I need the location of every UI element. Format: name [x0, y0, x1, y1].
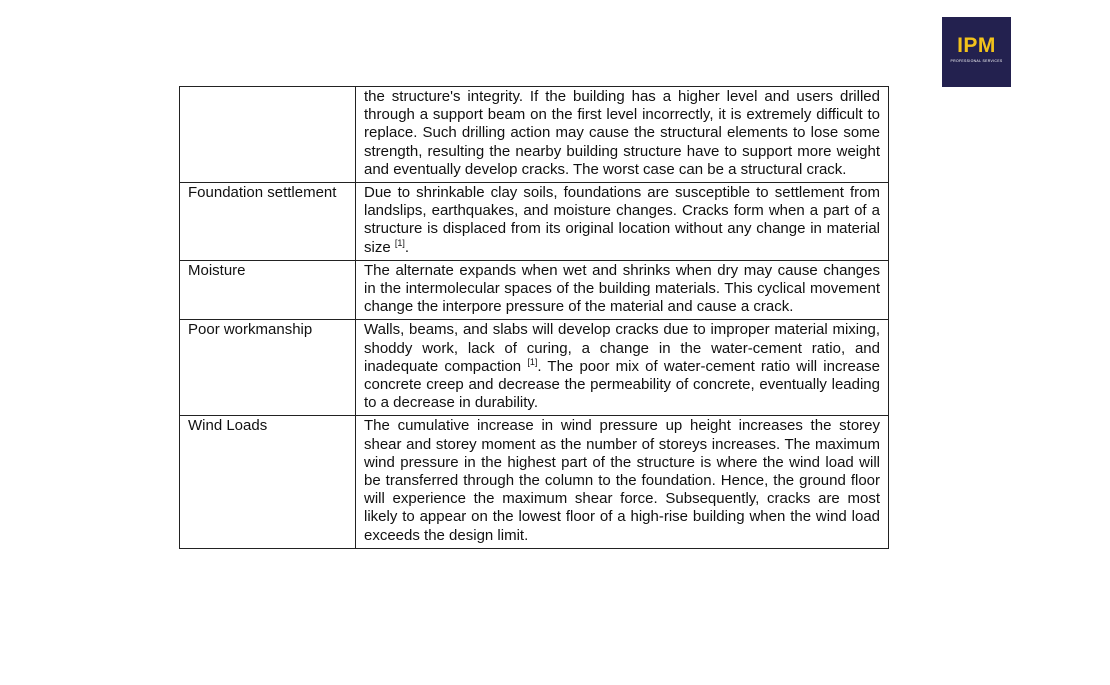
description-text: Walls, beams, and slabs will develop cracks due to improper material mixing, shoddy work, lack of curing, a change in the water-cement ratio, and inadequate compaction: [364, 321, 880, 375]
table-row: [180, 183, 889, 261]
company-logo: [942, 17, 1011, 87]
table-row: [180, 260, 889, 320]
description-text: The alternate expands when wet and shrinks when dry may cause changes in the intermolecular spaces of the building materials. This cyclical movement change the interpore pressure of the material and cause a crack.: [364, 261, 880, 316]
description-cell: [356, 320, 889, 416]
logo-subtitle: PROFESSIONAL SERVICES: [950, 59, 1003, 63]
table-row: [180, 416, 889, 548]
factor-cell: [180, 87, 356, 183]
description-text: .: [404, 238, 410, 256]
description-cell: [356, 416, 889, 548]
table-row: [180, 87, 889, 183]
description-cell: [356, 183, 889, 261]
factor-cell: Poor workmanship: [180, 320, 356, 416]
reference-marker: [1]: [394, 237, 405, 248]
logo-mark: IPM: [957, 34, 996, 57]
description-text: the structure's integrity. If the building has a higher level and users drilled through a support beam on the first level incorrectly, it is extremely difficult to replace. Such drilling action may cause the structural elements to lose some strength, resulting the nearby building structure have to support more weight and eventually develop cracks. The worst case can be a structural crack.: [364, 88, 880, 178]
description-cell: [356, 260, 889, 320]
factor-cell: Foundation settlement: [180, 183, 356, 261]
reference-marker: [1]: [527, 356, 538, 367]
crack-causes-table: [179, 86, 889, 549]
description-text: The cumulative increase in wind pressure up height increases the storey shear and storey moment as the number of storeys increases. The maximum wind pressure in the highest part of the structure is where the wind load will be transferred through the column to the foundation. Hence, the ground floor will experience the maximum shear force. Subsequently, cracks are most likely to appear on the lowest floor of a high-rise building when the wind load exceeds the design limit.: [364, 417, 880, 544]
factor-cell: Moisture: [180, 260, 356, 320]
table-row: [180, 320, 889, 416]
description-text: Due to shrinkable clay soils, foundations are susceptible to settlement from landslips, earthquakes, and moisture changes. Cracks form when a part of a structure is displaced from its original location without any change in material size: [364, 184, 880, 256]
factor-cell: Wind Loads: [180, 416, 356, 548]
description-cell: [356, 87, 889, 183]
description-text: . The poor mix of water-cement ratio will increase concrete creep and decrease the permeability of concrete, eventually leading to a decrease in durability.: [364, 357, 881, 412]
